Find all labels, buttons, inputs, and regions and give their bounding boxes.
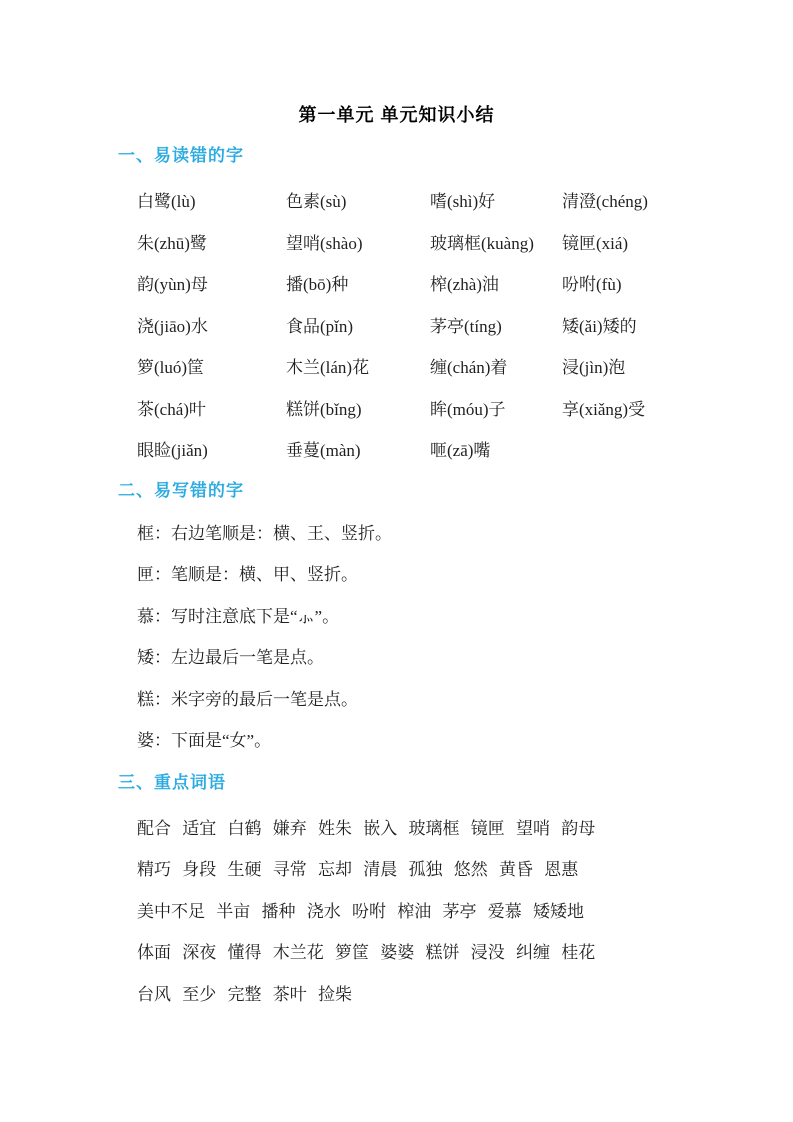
word-list-line: 美中不足 半亩 播种 浇水 吩咐 榨油 茅亭 爱慕 矮矮地 (137, 901, 584, 921)
pinyin-item: 望哨(shào) (286, 233, 363, 253)
pinyin-item: 清澄(chéng) (562, 192, 648, 211)
pinyin-item: 白鹭(lù) (137, 192, 196, 211)
pinyin-item: 朱(zhū)鹭 (137, 233, 207, 253)
pinyin-item: 咂(zā)嘴 (430, 441, 491, 460)
pinyin-item: 韵(yùn)母 (137, 275, 208, 294)
stroke-note-line: 框：右边笔顺是：横、王、竖折。 (137, 523, 392, 543)
pinyin-item: 吩咐(fù) (562, 275, 622, 294)
section-2-heading: 二、易写错的字 (118, 480, 244, 500)
pinyin-item: 镜匣(xiá) (562, 233, 629, 253)
pinyin-item: 享(xiǎng)受 (562, 399, 646, 419)
key-words (0, 808, 793, 1016)
stroke-note-line: 糕：米字旁的最后一笔是点。 (137, 689, 358, 709)
pinyin-item: 眸(móu)子 (430, 399, 506, 419)
word-list-line: 配合 适宜 白鹤 嫌弃 姓朱 嵌入 玻璃框 镜匣 望哨 韵母 (137, 818, 596, 838)
pinyin-item: 浸(jìn)泡 (562, 358, 626, 377)
pinyin-item: 箩(luó)筐 (137, 358, 205, 377)
pinyin-item: 嗜(shì)好 (430, 192, 496, 211)
pinyin-item: 色素(sù) (286, 192, 347, 211)
section-1-heading: 一、易读错的字 (118, 146, 244, 165)
stroke-note-line: 婆：下面是“女”。 (137, 731, 272, 750)
stroke-note-line: 慕：写时注意底下是“⺗”。 (137, 606, 340, 626)
pinyin-item: 糕饼(bǐng) (286, 399, 362, 419)
pinyin-item: 眼睑(jiǎn) (137, 441, 208, 460)
word-list-line: 台风 至少 完整 茶叶 捡柴 (137, 984, 352, 1004)
pinyin-item: 垂蔓(màn) (286, 441, 361, 460)
word-list-line: 体面 深夜 懂得 木兰花 箩筐 婆婆 糕饼 浸没 纠缠 桂花 (137, 943, 596, 962)
pinyin-item: 茅亭(tíng) (430, 316, 502, 336)
pinyin-item: 木兰(lán)花 (286, 358, 370, 377)
section-3-heading: 三、重点词语 (118, 772, 226, 792)
pinyin-item: 玻璃框(kuàng) (430, 233, 534, 253)
pinyin-item: 榨(zhà)油 (430, 275, 499, 294)
pinyin-item: 缠(chán)着 (430, 358, 508, 377)
pinyin-item: 浇(jiāo)水 (137, 316, 208, 336)
pinyin-item: 矮(ǎi)矮的 (562, 316, 637, 336)
pinyin-item: 食品(pǐn) (286, 316, 354, 336)
stroke-note-line: 矮：左边最后一笔是点。 (137, 648, 324, 667)
stroke-notes (0, 513, 793, 762)
stroke-note-line: 匣：笔顺是：横、甲、竖折。 (137, 565, 358, 584)
page-title: 第一单元 单元知识小结 (298, 105, 495, 125)
word-list-line: 精巧 身段 生硬 寻常 忘却 清晨 孤独 悠然 黄昏 恩惠 (137, 860, 579, 879)
pinyin-item: 播(bō)种 (286, 275, 349, 294)
pinyin-grid (137, 181, 753, 472)
pinyin-item: 茶(chá)叶 (137, 399, 206, 419)
